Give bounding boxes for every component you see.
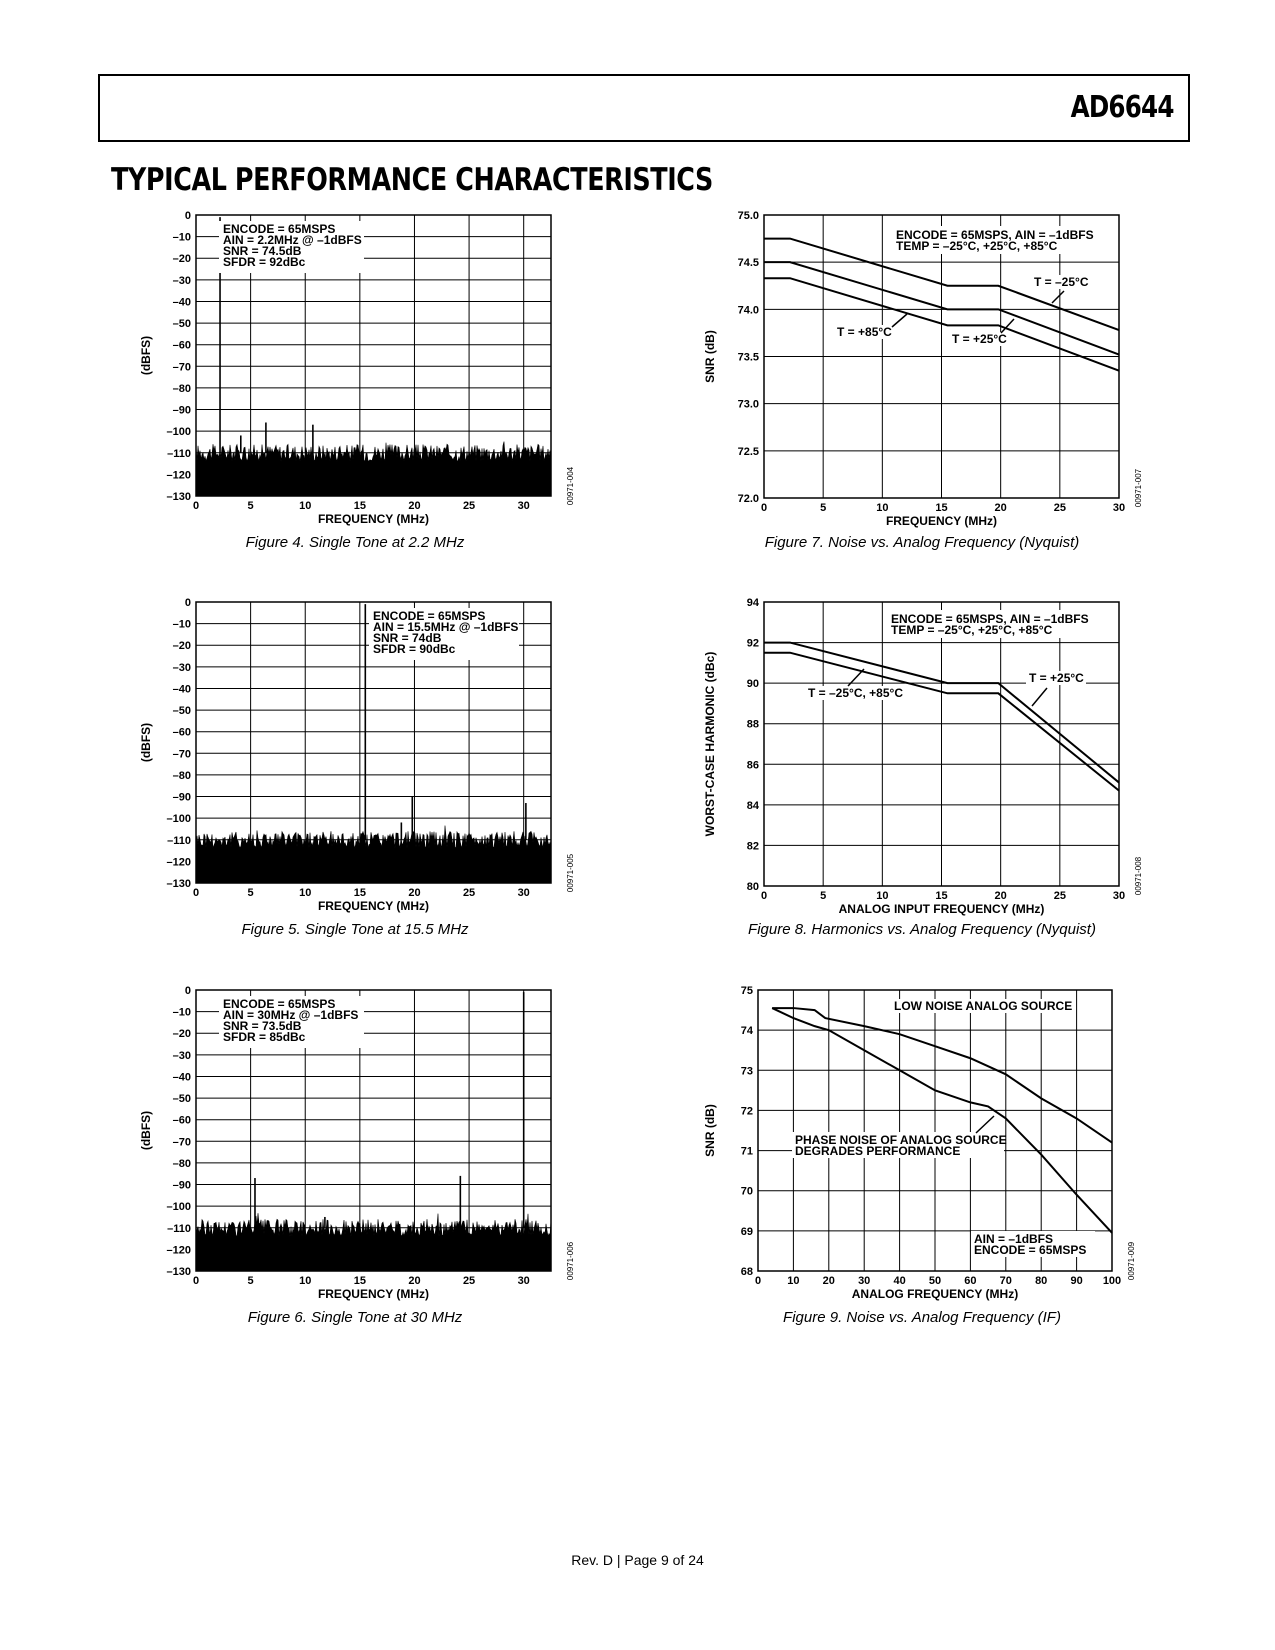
y-tick-label: –40 xyxy=(172,683,191,696)
y-tick-label: 72.5 xyxy=(737,445,759,458)
x-tick-label: 5 xyxy=(247,1275,254,1287)
chart-fig5 xyxy=(140,592,591,933)
x-tick-label: 0 xyxy=(192,1275,200,1287)
grid xyxy=(764,602,1119,886)
y-tick-label: 80 xyxy=(746,881,759,893)
x-tick-label: 70 xyxy=(999,1275,1012,1287)
plot-area xyxy=(764,215,1119,498)
x-tick-label: 10 xyxy=(876,890,889,902)
x-tick-label: 20 xyxy=(408,1275,421,1287)
x-tick-label: 0 xyxy=(754,1275,762,1287)
figure-id: 00971-005 xyxy=(566,853,575,893)
x-tick-label: 10 xyxy=(299,1275,312,1287)
y-tick-label: –20 xyxy=(172,1028,191,1041)
y-tick-label: –10 xyxy=(172,231,191,244)
chart-fig7 xyxy=(703,205,1159,548)
y-tick-label: 0 xyxy=(184,597,191,609)
y-tick-label: –60 xyxy=(172,726,191,739)
x-tick-label: 10 xyxy=(876,502,889,514)
y-tick-label: –70 xyxy=(172,748,191,761)
figure-9 xyxy=(703,980,1152,1321)
x-tick-label: 40 xyxy=(893,1275,906,1287)
y-tick-label: 74 xyxy=(740,1025,753,1038)
x-axis-label: FREQUENCY (MHz) xyxy=(317,512,430,526)
y-tick-label: –90 xyxy=(172,1179,191,1192)
y-tick-label: 73.0 xyxy=(737,398,759,411)
y-tick-label: –100 xyxy=(166,813,191,826)
y-tick-label: 70 xyxy=(740,1185,753,1198)
y-tick-label: –50 xyxy=(172,1093,191,1106)
label-arrow xyxy=(1032,688,1047,706)
y-tick-label: 72 xyxy=(740,1105,753,1118)
annotation-line: SFDR = 92dBc xyxy=(223,255,306,269)
y-axis-label: (dBFS) xyxy=(139,722,153,763)
y-tick-label: –120 xyxy=(166,469,191,482)
label-arrow xyxy=(892,314,907,327)
x-tick-label: 0 xyxy=(760,890,768,902)
y-tick-label: 75.0 xyxy=(737,210,759,222)
x-tick-label: 0 xyxy=(192,500,200,512)
y-tick-label: 84 xyxy=(746,799,759,812)
x-axis-label: ANALOG FREQUENCY (MHz) xyxy=(851,1287,1019,1301)
figure-id: 00971-004 xyxy=(566,466,575,506)
y-tick-label: –30 xyxy=(172,1049,191,1062)
x-tick-label: 20 xyxy=(408,500,421,512)
annotation-line: ENCODE = 65MSPS, AIN = –1dBFS xyxy=(896,228,1094,242)
annotation-line: ENCODE = 65MSPS xyxy=(223,222,336,236)
annotation-line: TEMP = –25°C, +25°C, +85°C xyxy=(891,623,1053,637)
grid xyxy=(758,990,1112,1271)
figure-7 xyxy=(703,205,1159,548)
y-axis-label: SNR (dB) xyxy=(703,1104,717,1157)
annotation-line: ENCODE = 65MSPS xyxy=(223,997,336,1011)
series-label: LOW NOISE ANALOG SOURCE xyxy=(894,999,1073,1013)
y-tick-label: –120 xyxy=(166,1244,191,1257)
series-label: T = –25°C, +85°C xyxy=(808,686,903,700)
x-tick-label: 15 xyxy=(353,887,366,899)
x-tick-label: 20 xyxy=(408,887,421,899)
figure-id: 00971-008 xyxy=(1134,856,1143,896)
plot-area xyxy=(758,990,1112,1271)
annotation-line: SNR = 74.5dB xyxy=(223,244,302,258)
y-tick-label: –50 xyxy=(172,705,191,718)
chart-fig8 xyxy=(703,592,1159,936)
x-tick-label: 10 xyxy=(787,1275,800,1287)
y-tick-label: 88 xyxy=(746,718,759,731)
y-tick-label: –130 xyxy=(166,1266,191,1278)
y-tick-label: –10 xyxy=(172,1006,191,1019)
x-tick-label: 10 xyxy=(299,887,312,899)
y-tick-label: –90 xyxy=(172,404,191,417)
x-tick-label: 5 xyxy=(820,890,827,902)
x-tick-label: 25 xyxy=(462,887,476,899)
series-label: T = +25°C xyxy=(952,332,1007,346)
chart-fig4 xyxy=(140,205,591,546)
figure-4 xyxy=(140,205,591,546)
y-tick-label: –130 xyxy=(166,878,191,890)
y-tick-label: 90 xyxy=(746,678,759,691)
annotation-line: SFDR = 90dBc xyxy=(373,642,456,656)
y-tick-label: –80 xyxy=(172,382,191,395)
grid xyxy=(764,215,1119,498)
y-tick-label: –50 xyxy=(172,318,191,331)
caption-figure-6: Figure 6. Single Tone at 30 MHz xyxy=(247,1309,463,1326)
x-tick-label: 5 xyxy=(247,887,254,899)
annotation-line: ENCODE = 65MSPS xyxy=(974,1243,1087,1257)
x-tick-label: 15 xyxy=(935,502,948,514)
section-title: TYPICAL PERFORMANCE CHARACTERISTICS xyxy=(111,162,713,198)
annotation-line: ENCODE = 65MSPS, AIN = –1dBFS xyxy=(891,612,1089,626)
y-tick-label: –60 xyxy=(172,1114,191,1127)
chart-fig9 xyxy=(703,980,1152,1321)
part-number: AD6644 xyxy=(1070,90,1174,125)
y-tick-label: –130 xyxy=(166,491,191,503)
annotation-line: AIN = 15.5MHz @ –1dBFS xyxy=(373,620,519,634)
annotation-line: AIN = 2.2MHz @ –1dBFS xyxy=(223,233,362,247)
annotation-line: ENCODE = 65MSPS xyxy=(373,609,486,623)
x-tick-label: 25 xyxy=(462,1275,476,1287)
series-label: PHASE NOISE OF ANALOG SOURCE xyxy=(795,1133,1007,1147)
y-tick-label: –30 xyxy=(172,274,191,287)
caption-figure-9: Figure 9. Noise vs. Analog Frequency (IF) xyxy=(783,1309,1061,1326)
x-tick-label: 30 xyxy=(517,887,530,899)
x-axis-label: FREQUENCY (MHz) xyxy=(317,1287,430,1301)
annotation-line: SNR = 73.5dB xyxy=(223,1019,302,1033)
x-tick-label: 30 xyxy=(858,1275,871,1287)
y-tick-label: –110 xyxy=(167,1222,191,1235)
x-tick-label: 25 xyxy=(1053,890,1066,902)
y-tick-label: 94 xyxy=(746,597,759,609)
label-arrow xyxy=(976,1116,994,1133)
figure-id: 00971-007 xyxy=(1134,468,1143,508)
plot-area xyxy=(764,602,1119,886)
x-tick-label: 30 xyxy=(517,500,530,512)
noise-floor xyxy=(196,826,551,883)
y-tick-label: –70 xyxy=(172,361,191,374)
y-axis-label: (dBFS) xyxy=(139,335,153,376)
x-tick-label: 25 xyxy=(1053,502,1066,514)
caption-figure-7: Figure 7. Noise vs. Analog Frequency (Nyquist) xyxy=(764,534,1080,551)
y-tick-label: –100 xyxy=(166,1201,191,1214)
y-tick-label: –20 xyxy=(172,640,191,653)
x-tick-label: 25 xyxy=(462,500,476,512)
y-tick-label: 86 xyxy=(746,759,759,772)
x-axis-label: FREQUENCY (MHz) xyxy=(317,899,430,913)
y-tick-label: –60 xyxy=(172,339,191,352)
x-tick-label: 15 xyxy=(935,890,948,902)
noise-floor-fill xyxy=(196,1213,551,1271)
y-tick-label: 75 xyxy=(740,985,753,997)
y-tick-label: –20 xyxy=(172,253,191,266)
y-axis-label: SNR (dB) xyxy=(703,330,717,383)
noise-floor xyxy=(196,442,551,496)
x-tick-label: 15 xyxy=(353,1275,366,1287)
x-tick-label: 90 xyxy=(1070,1275,1083,1287)
x-tick-label: 10 xyxy=(299,500,312,512)
x-tick-label: 30 xyxy=(1112,502,1126,514)
y-tick-label: 82 xyxy=(746,840,759,853)
y-tick-label: –110 xyxy=(167,447,191,460)
y-tick-label: 73 xyxy=(740,1065,753,1078)
series-label-line-2: DEGRADES PERFORMANCE xyxy=(795,1144,961,1158)
x-tick-label: 80 xyxy=(1035,1275,1048,1287)
noise-floor-fill xyxy=(196,826,551,883)
x-tick-label: 0 xyxy=(760,502,768,514)
y-tick-label: –120 xyxy=(166,856,191,869)
y-tick-label: 71 xyxy=(740,1145,753,1158)
series-label: T = +25°C xyxy=(1029,671,1084,685)
x-tick-label: 20 xyxy=(822,1275,835,1287)
y-tick-label: –70 xyxy=(172,1136,191,1149)
caption-figure-5: Figure 5. Single Tone at 15.5 MHz xyxy=(241,921,469,938)
x-tick-label: 15 xyxy=(353,500,366,512)
y-tick-label: 0 xyxy=(184,985,191,997)
x-tick-label: 30 xyxy=(1112,890,1126,902)
y-tick-label: 72.0 xyxy=(737,493,759,505)
y-tick-label: –80 xyxy=(172,769,191,782)
series-line xyxy=(772,1008,1112,1233)
y-tick-label: –30 xyxy=(172,661,191,674)
annotation-line: SNR = 74dB xyxy=(373,631,442,645)
series-label: T = +85°C xyxy=(837,325,892,339)
caption-figure-8: Figure 8. Harmonics vs. Analog Frequency (Nyquist) xyxy=(748,921,1096,938)
series xyxy=(772,1008,1112,1233)
figure-id: 00971-009 xyxy=(1127,1241,1136,1281)
x-axis-label: FREQUENCY (MHz) xyxy=(885,514,998,528)
noise-floor xyxy=(196,1213,551,1271)
figure-id: 00971-006 xyxy=(566,1241,575,1281)
y-tick-label: –90 xyxy=(172,791,191,804)
header-box xyxy=(98,74,1190,142)
x-tick-label: 30 xyxy=(517,1275,530,1287)
x-tick-label: 5 xyxy=(247,500,254,512)
figure-5 xyxy=(140,592,591,933)
noise-floor-fill xyxy=(196,442,551,496)
y-tick-label: 69 xyxy=(740,1225,753,1238)
y-axis-label: WORST-CASE HARMONIC (dBc) xyxy=(703,651,717,837)
y-tick-label: 74.0 xyxy=(737,304,759,317)
y-tick-label: 74.5 xyxy=(737,257,759,270)
x-tick-label: 5 xyxy=(820,502,827,514)
x-axis-label: ANALOG INPUT FREQUENCY (MHz) xyxy=(838,902,1045,916)
y-tick-label: –40 xyxy=(172,1071,191,1084)
y-tick-label: 0 xyxy=(184,210,191,222)
label-arrow xyxy=(1052,291,1064,303)
y-tick-label: –110 xyxy=(167,834,191,847)
x-tick-label: 20 xyxy=(994,502,1007,514)
caption-figure-4: Figure 4. Single Tone at 2.2 MHz xyxy=(245,534,465,551)
annotation-line: SFDR = 85dBc xyxy=(223,1030,306,1044)
series-label: T = –25°C xyxy=(1034,275,1089,289)
x-tick-label: 20 xyxy=(994,890,1007,902)
y-tick-label: –10 xyxy=(172,618,191,631)
x-tick-label: 100 xyxy=(1102,1275,1122,1287)
annotation-line: TEMP = –25°C, +25°C, +85°C xyxy=(896,239,1058,253)
annotation-line: AIN = 30MHz @ –1dBFS xyxy=(223,1008,359,1022)
x-tick-label: 50 xyxy=(928,1275,942,1287)
figure-8 xyxy=(703,592,1159,936)
y-tick-label: –40 xyxy=(172,296,191,309)
page-footer: Rev. D | Page 9 of 24 xyxy=(571,1552,704,1568)
y-tick-label: –100 xyxy=(166,426,191,439)
annotation-line: AIN = –1dBFS xyxy=(974,1232,1054,1246)
figure-6 xyxy=(140,980,591,1321)
y-tick-label: 73.5 xyxy=(737,351,759,364)
y-tick-label: 92 xyxy=(746,637,759,650)
y-axis-label: (dBFS) xyxy=(139,1110,153,1151)
y-tick-label: –80 xyxy=(172,1157,191,1170)
y-tick-label: 68 xyxy=(740,1266,753,1278)
chart-fig6 xyxy=(140,980,591,1321)
x-tick-label: 0 xyxy=(192,887,200,899)
x-tick-label: 60 xyxy=(964,1275,977,1287)
